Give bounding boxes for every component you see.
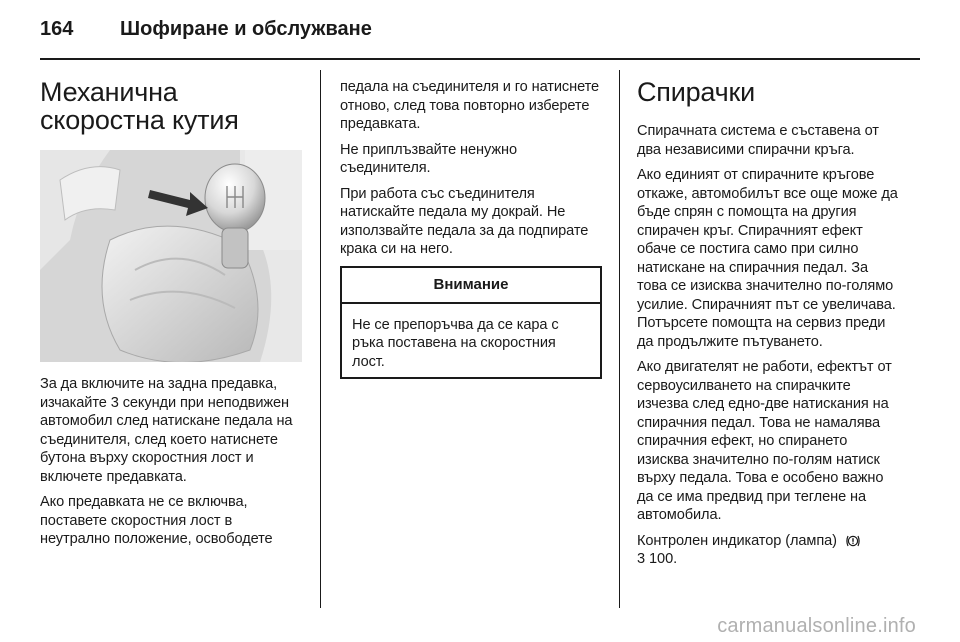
column-1-body: [40, 375, 302, 556]
warning-body: [342, 304, 600, 378]
section-heading-manual-gearbox: Механична скоростна кутия: [40, 77, 239, 135]
paragraph: Ако двигателят не работи, ефектът от сервоусилването на спирачките изчезва след едно-две натискания на спирачния педал. Това не намалява спирачния ефект, но спирането изисква значително по-голям натиск върху педала. Това е особено важно да се има предвид при теглене на автомобила.: [637, 359, 892, 523]
column-divider-1: [320, 70, 321, 608]
gear-lever-illustration: [40, 150, 302, 362]
paragraph: Не приплъзвайте ненужно съединителя.: [340, 141, 517, 176]
indicator-text: Контролен индикатор (лампа): [637, 532, 837, 549]
column-2: [340, 70, 602, 379]
paragraph: Ако предавката не се включва, поставете скоростния лост в неутрално положение, освободете: [40, 494, 273, 547]
watermark: carmanualsonline.info: [717, 615, 916, 637]
page-reference[interactable]: [637, 550, 900, 569]
section-heading-brakes: Спирачки: [637, 77, 756, 107]
column-3: [637, 70, 900, 576]
warning-title: Внимание: [342, 268, 600, 304]
paragraph: Спирачната система е съставена от два независими спирачни кръга.: [637, 123, 879, 158]
header-rule: [40, 58, 920, 60]
warning-text: Не се препоръчва да се кара с ръка поставена на скоростния лост.: [352, 316, 559, 370]
paragraph: Ако единият от спирачните кръгове откаже, автомобилът все още може да бъде спрян с помощта на другия спирачен кръг. Спирачният ефект обаче се постига само при силно натискане на спирачния педал. За това се изисква значително по-голямо усилие. Спирачният път се увеличава. Потърсете помощта на сервиз преди да продължите пътуването.: [637, 167, 898, 350]
brake-warning-lamp-icon: [845, 533, 861, 549]
column-divider-2: [619, 70, 620, 608]
warning-box: [340, 266, 602, 380]
paragraph: При работа със съединителя натискайте педала му докрай. Не използвайте педала за да подпирате крака си на него.: [340, 185, 589, 257]
indicator-reference: [637, 532, 900, 551]
paragraph: За да включите на задна предавка, изчакайте 3 секунди при неподвижен автомобил след натискане педала на съединителя, след което натиснете бутона върху скоростния лост и включете предавката.: [40, 376, 293, 485]
paragraph: педала на съединителя и го натиснете отново, след това повторно изберете предавката.: [340, 79, 600, 132]
page-header: [40, 18, 372, 48]
page-ref-link[interactable]: 100.: [649, 551, 678, 567]
page-number: 164: [40, 18, 74, 40]
running-title: Шофиране и обслужване: [120, 18, 372, 40]
column-1: [40, 70, 302, 547]
page-ref-arrow: 3: [637, 551, 646, 567]
